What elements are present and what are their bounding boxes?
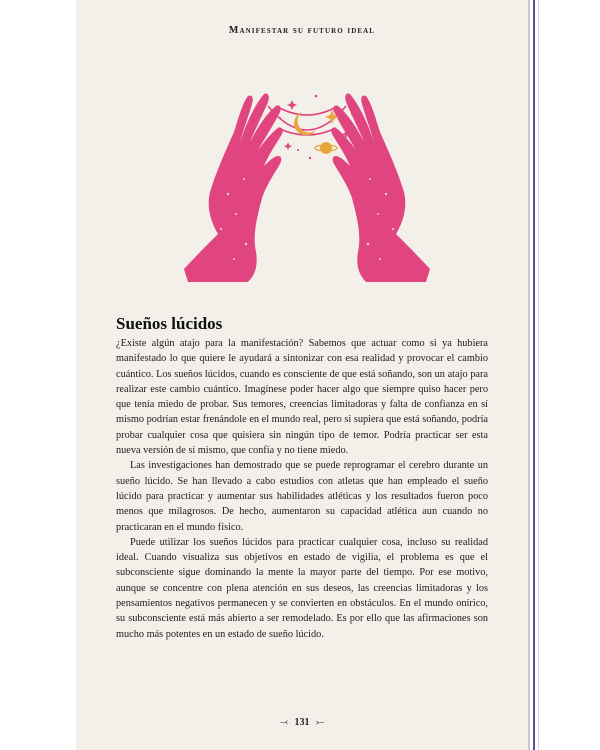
ornament-left-icon: ⤙ [280, 717, 288, 728]
page-number: 131 [294, 717, 310, 728]
paragraph: Puede utilizar los sueños lúcidos para practicar cualquier cosa, incluso su realidad ideal. Cuando visualiza sus objetivos en estado de vigilia, el problema es que el subconsciente sigue dominando la mente la mayor parte del tiempo. Por ese motivo, aunque se concentre con plena atención en sus deseos, las creencias limitadoras y los pensamientos negativos permanecen y se convierten en obstáculos. En el mundo onírico, su subconsciente está más abierto a ser remodelado. Es por ello que las afirmaciones son mucho más potentes en un estado de sueño lúcido. [116, 536, 488, 640]
hands-icon [184, 93, 283, 282]
page-edge [528, 0, 530, 750]
planet-icon [315, 142, 337, 154]
paragraph: Las investigaciones han demostrado que se puede reprogramar el cerebro durante un sueño lúcido. Se han llevado a cabo estudios con atletas que han empleado el sueño lúcido para practicar y aumentar sus habilidades atléticas y los resultados fueron poco menos que milagrosos. De hecho, aumentaron su capacidad atlética aun cuando no practicaran en el mundo físico. [116, 460, 488, 533]
page-footer [76, 717, 528, 728]
paragraph: ¿Existe algún atajo para la manifestación? Sabemos que actuar como si ya hubiera manifestado lo que quiere le ayudará a sintonizar con esa realidad y provocar el cambio cuántico. Los sueños lúcidos, cuando es consciente de que está soñando, son un atajo para realizar este cambio cuántico. Imagínese poder hacer algo que siempre quiso hacer pero que tenía miedo de probar. Sus temores, creencias limitadoras y falta de confianza en sí mismo podrían estar frenándole en el mundo real, pero si supiera que está soñando, podría probar cualquier cosa que quisiera sin ningún tipo de temor. Podría practicar ser esta nueva versión de sí mismo, que confía y no tiene miedo. [116, 338, 488, 457]
running-header: Manifestar su futuro ideal [228, 25, 376, 36]
section-title: Sueños lúcidos [116, 314, 223, 333]
hands-icon [331, 93, 430, 282]
book-page [76, 0, 528, 750]
ornament-right-icon: ⤚ [316, 717, 324, 728]
hands-illustration [176, 84, 438, 289]
page-edge [538, 0, 539, 750]
page-edge [533, 0, 535, 750]
sparkle-star-icon [279, 95, 353, 161]
body-text [116, 336, 488, 642]
